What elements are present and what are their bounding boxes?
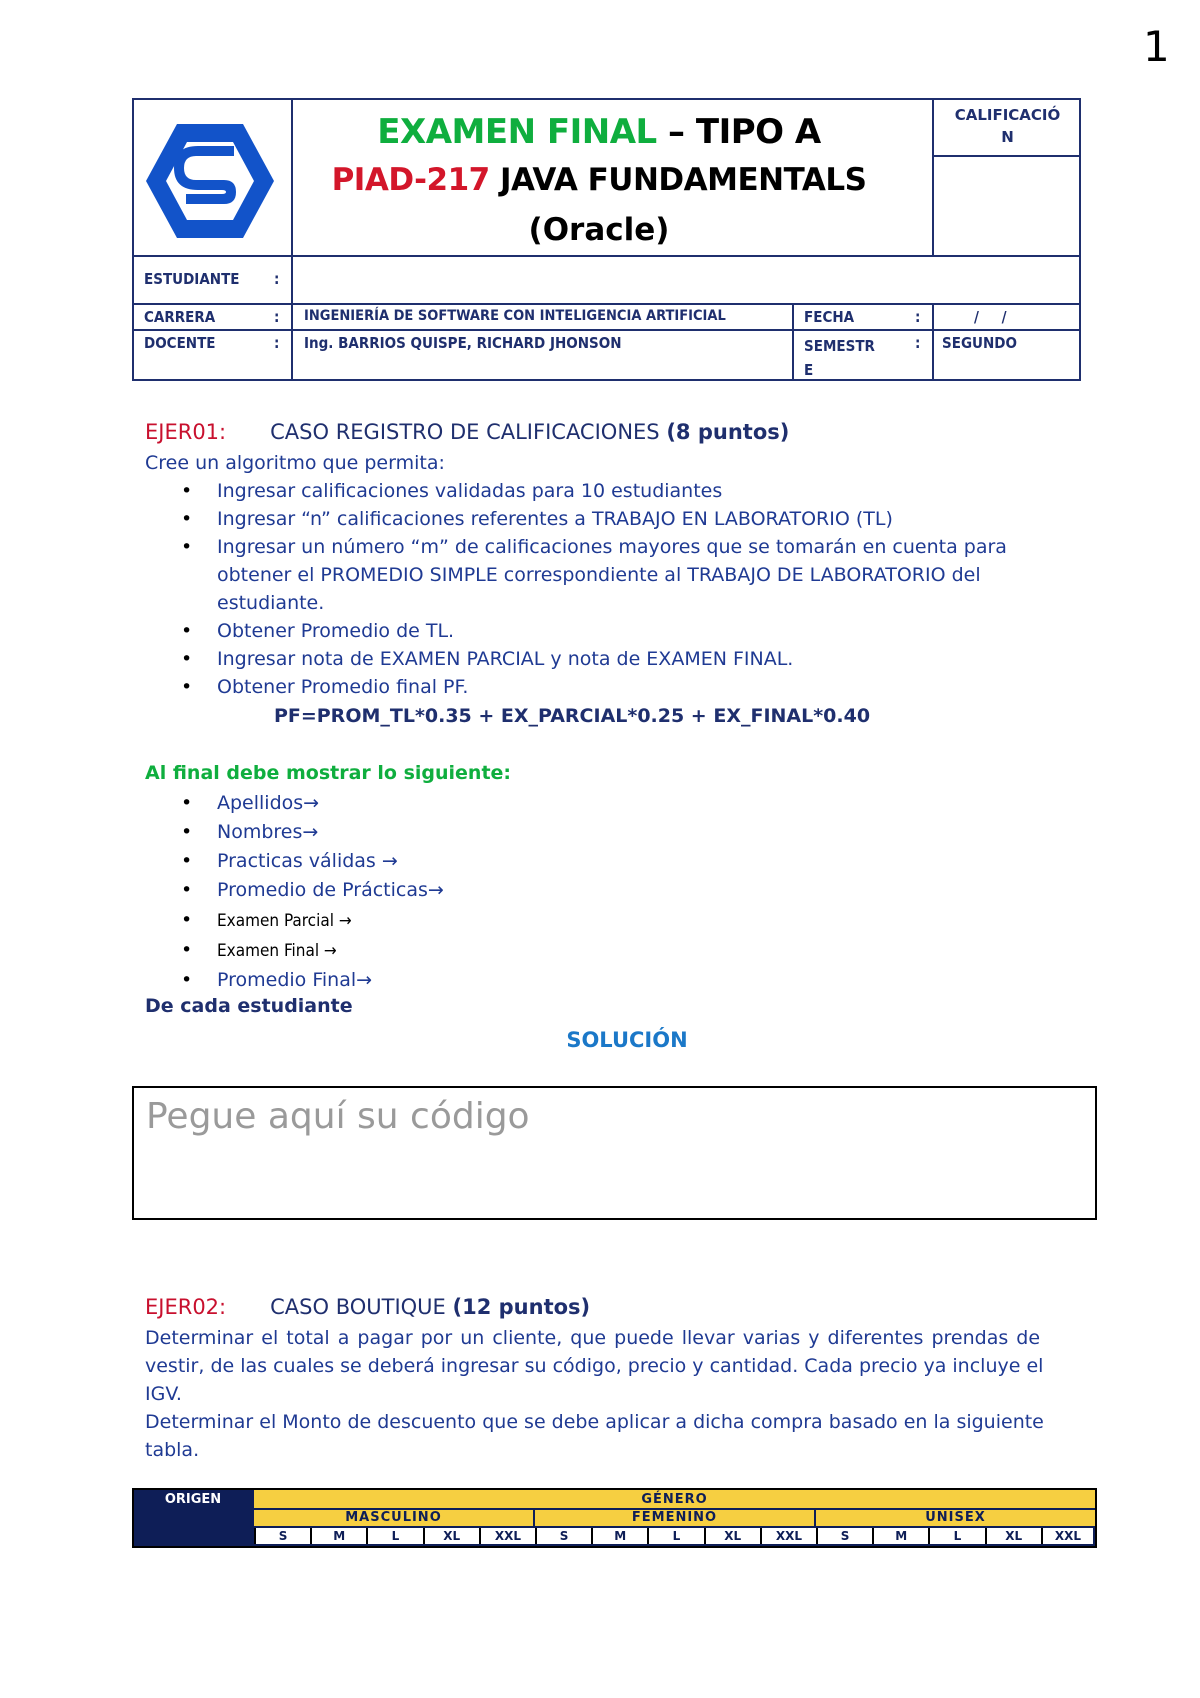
list-item: • Nombres→ bbox=[217, 818, 318, 846]
ejer02-paragraph-line: IGV. bbox=[145, 1383, 182, 1405]
list-item: • Obtener Promedio de TL. bbox=[217, 617, 454, 645]
list-item: • Practicas válidas → bbox=[217, 847, 398, 875]
formula: PF=PROM_TL*0.35 + EX_PARCIAL*0.25 + EX_FINAL*0.40 bbox=[273, 705, 871, 727]
size-cell-masculino-s: S bbox=[254, 1528, 310, 1544]
solution-heading: SOLUCIÓN bbox=[566, 1028, 688, 1052]
list-item: • Ingresar un número “m” de calificaciones mayores que se tomarán en cuenta para bbox=[217, 533, 1007, 561]
size-cell-masculino-m: M bbox=[310, 1528, 366, 1544]
fecha-label: FECHA bbox=[804, 308, 855, 326]
discount-table bbox=[132, 1488, 1097, 1548]
semestre-value: SEGUNDO bbox=[942, 334, 1017, 352]
list-item: • Ingresar calificaciones validadas para 10 estudiantes bbox=[217, 477, 722, 505]
estudiante-label: ESTUDIANTE bbox=[144, 270, 240, 288]
code-input-box[interactable] bbox=[132, 1086, 1097, 1220]
estudiante-colon: : bbox=[274, 270, 280, 288]
fecha-value: / / bbox=[974, 308, 1007, 326]
list-item: • Examen Parcial → bbox=[217, 906, 352, 935]
calificacion-label: CALIFICACIÓ N bbox=[954, 106, 1061, 146]
docente-colon: : bbox=[274, 334, 280, 352]
carrera-label: CARRERA bbox=[144, 308, 216, 326]
exam-title: EXAMEN FINAL – TIPO A bbox=[377, 112, 821, 152]
show-heading: Al final debe mostrar lo siguiente: bbox=[145, 762, 512, 784]
page-number: 1 bbox=[1143, 22, 1170, 71]
size-cell-femenino-xl: XL bbox=[704, 1528, 760, 1544]
size-cell-femenino-xxl: XXL bbox=[760, 1528, 816, 1544]
size-cell-femenino-m: M bbox=[591, 1528, 647, 1544]
list-item: • Ingresar “n” calificaciones referentes a TRABAJO EN LABORATORIO (TL) bbox=[217, 505, 893, 533]
size-cell-unisex-s: S bbox=[816, 1528, 872, 1544]
ejer02-paragraph-line: Determinar el Monto de descuento que se debe aplicar a dicha compra basado en la siguiente bbox=[145, 1411, 1044, 1433]
list-item: • Obtener Promedio final PF. bbox=[217, 673, 468, 701]
size-cell-unisex-m: M bbox=[872, 1528, 928, 1544]
origen-header: ORIGEN bbox=[134, 1492, 252, 1512]
institution-logo-icon bbox=[144, 120, 276, 242]
ejer02-paragraph-line: vestir, de las cuales se deberá ingresar su código, precio y cantidad. Cada precio ya incluye el bbox=[145, 1355, 1044, 1377]
size-cell-masculino-xl: XL bbox=[423, 1528, 479, 1544]
genero-header: GÉNERO bbox=[641, 1492, 708, 1507]
code-placeholder: Pegue aquí su código bbox=[146, 1096, 530, 1137]
carrera-value: INGENIERÍA DE SOFTWARE CON INTELIGENCIA ARTIFICIAL bbox=[304, 308, 726, 324]
list-item: • Examen Final → bbox=[217, 936, 337, 965]
ejer02-paragraph-line: tabla. bbox=[145, 1439, 200, 1461]
list-item: • Promedio Final→ bbox=[217, 966, 372, 994]
group-femenino: FEMENINO bbox=[631, 1510, 718, 1525]
group-masculino: MASCULINO bbox=[345, 1510, 442, 1525]
exam-header-table bbox=[132, 98, 1081, 381]
list-item: • Promedio de Prácticas→ bbox=[217, 876, 444, 904]
course-vendor: (Oracle) bbox=[528, 212, 670, 248]
size-cell-unisex-xl: XL bbox=[985, 1528, 1041, 1544]
size-cell-masculino-l: L bbox=[366, 1528, 422, 1544]
ejer01-heading: EJER01: CASO REGISTRO DE CALIFICACIONES (8 puntos) bbox=[145, 420, 790, 444]
group-unisex: UNISEX bbox=[925, 1510, 986, 1525]
size-cell-unisex-l: L bbox=[928, 1528, 984, 1544]
size-cell-femenino-l: L bbox=[647, 1528, 703, 1544]
list-item-continuation: estudiante. bbox=[217, 592, 325, 614]
size-cell-unisex-xxl: XXL bbox=[1041, 1528, 1093, 1544]
ejer01-intro: Cree un algoritmo que permita: bbox=[145, 452, 445, 474]
semestre-label: SEMESTR E bbox=[804, 337, 875, 379]
carrera-colon: : bbox=[274, 308, 280, 326]
list-item: • Ingresar nota de EXAMEN PARCIAL y nota de EXAMEN FINAL. bbox=[217, 645, 793, 673]
size-cell-masculino-xxl: XXL bbox=[479, 1528, 535, 1544]
list-item-continuation: obtener el PROMEDIO SIMPLE correspondiente al TRABAJO DE LABORATORIO del bbox=[217, 564, 981, 586]
size-cell-femenino-s: S bbox=[535, 1528, 591, 1544]
docente-label: DOCENTE bbox=[144, 334, 216, 352]
ejer02-heading: EJER02: CASO BOUTIQUE (12 puntos) bbox=[145, 1295, 591, 1319]
fecha-colon: : bbox=[915, 308, 921, 326]
list-item: • Apellidos→ bbox=[217, 789, 319, 817]
course-title: PIAD-217 JAVA FUNDAMENTALS bbox=[331, 162, 867, 198]
semestre-colon: : bbox=[915, 334, 921, 352]
ejer02-paragraph-line: Determinar el total a pagar por un cliente, que puede llevar varias y diferentes prendas de bbox=[145, 1327, 1041, 1349]
docente-value: Ing. BARRIOS QUISPE, RICHARD JHONSON bbox=[304, 334, 622, 352]
footer-text: De cada estudiante bbox=[145, 995, 353, 1017]
